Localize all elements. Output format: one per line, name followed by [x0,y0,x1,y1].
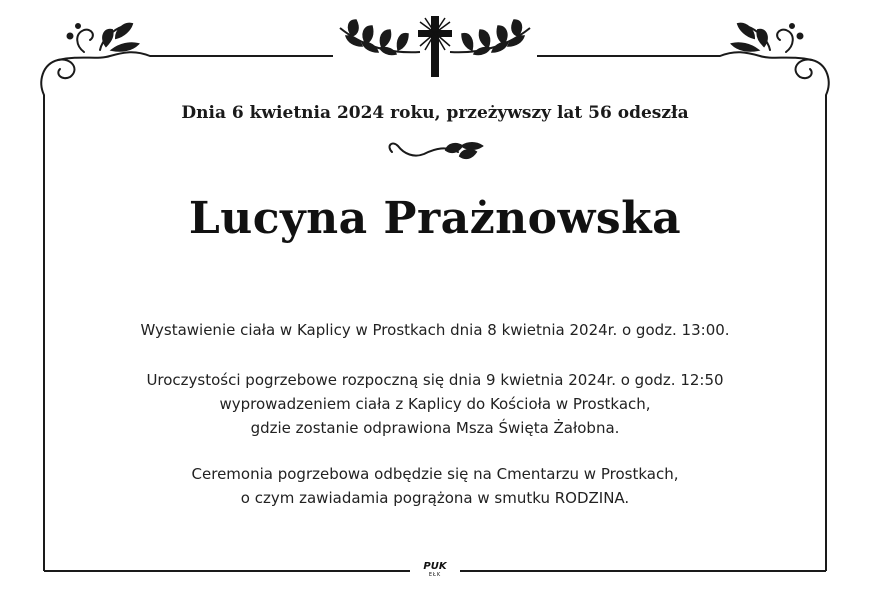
deceased-name: Lucyna Prażnowska [188,193,682,244]
corner-flourish-right-icon [720,24,829,95]
paragraph-viewing [0,318,870,342]
paragraph-line: wyprowadzeniem ciała z Kaplicy do Kościoła w Prostkach, [219,395,651,413]
company-logo [418,562,452,578]
small-leaf-divider-icon [390,143,482,158]
laurel-branch-right-icon [450,20,530,55]
logo-main-text: PUK [423,561,447,572]
paragraph-line: Uroczystości pogrzebowe rozpoczną się dnia 9 kwietnia 2024r. o godz. 12:50 [146,371,724,389]
paragraph-line: Wystawienie ciała w Kaplicy w Prostkach dnia 8 kwietnia 2024r. o godz. 13:00. [140,321,730,339]
logo-sub-text: EŁK [428,572,442,578]
paragraph-funeral [0,368,870,440]
cross-icon [418,16,452,77]
laurel-branch-left-icon [340,20,420,55]
paragraph-line: o czym zawiadamia pogrążona w smutku RODZINA. [240,489,630,507]
paragraph-line: gdzie zostanie odprawiona Msza Święta Żałobna. [250,419,620,437]
corner-flourish-left-icon [41,24,150,95]
paragraph-line: Ceremonia pogrzebowa odbędzie się na Cmentarzu w Prostkach, [191,465,679,483]
intro-line: Dnia 6 kwietnia 2024 roku, przeżywszy lat 56 odeszła [181,103,689,123]
paragraph-ceremony [0,462,870,510]
